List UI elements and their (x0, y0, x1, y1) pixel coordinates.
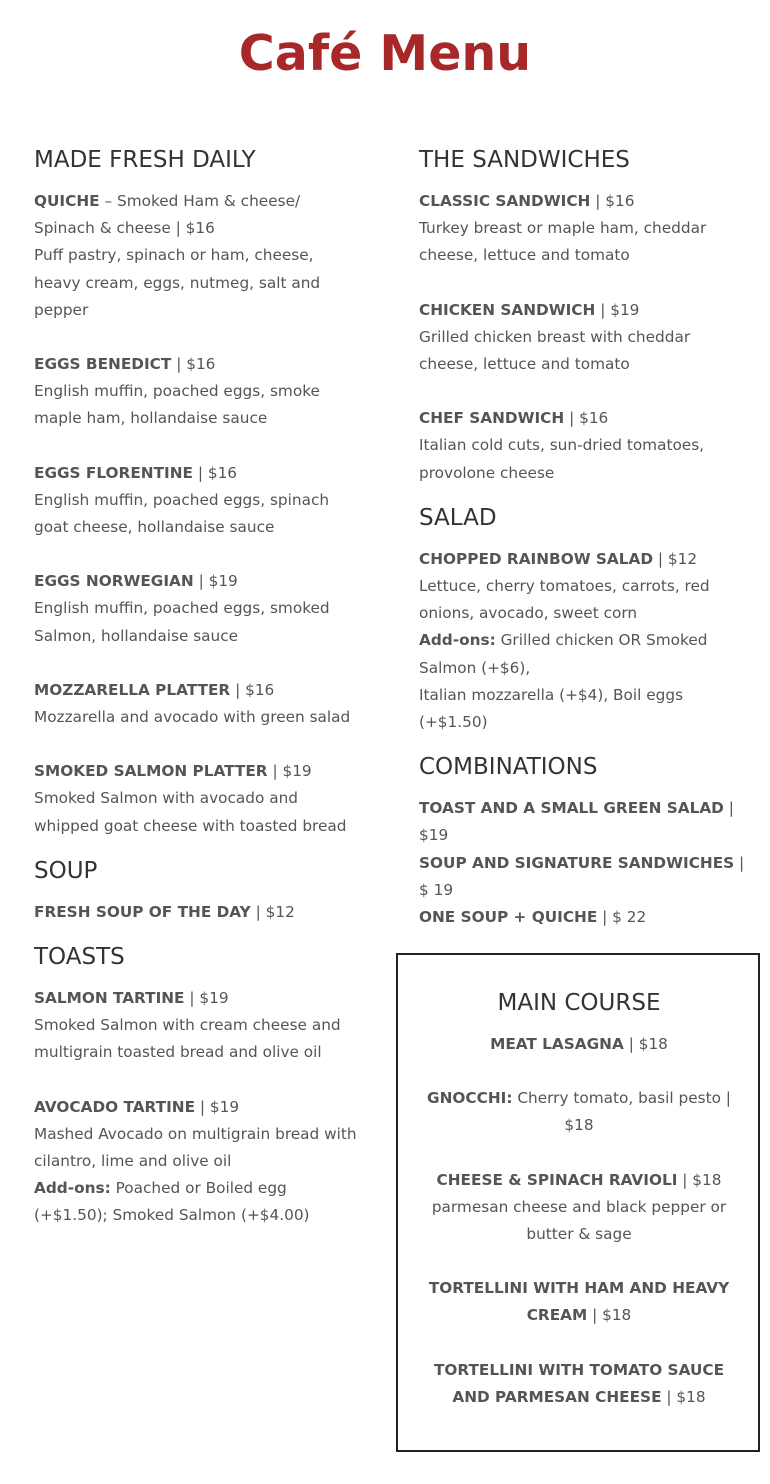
section-made-fresh-daily (34, 142, 364, 840)
section-heading: THE SANDWICHES (419, 147, 630, 173)
item-price: | $ 19 (419, 853, 745, 899)
section-heading: SALAD (419, 504, 497, 531)
right-column (419, 142, 749, 944)
section-heading: MADE FRESH DAILY (34, 147, 256, 173)
addons-label: Add-ons: (34, 1179, 111, 1198)
item-name: CHEF SANDWICH (419, 409, 565, 428)
menu-item-chicken-sandwich (419, 297, 749, 379)
menu-item-eggs-benedict (34, 351, 364, 433)
item-description: Smoked Salmon with avocado and whipped goat cheese with toasted bread (34, 789, 347, 835)
item-description: English muffin, poached eggs, smoke maple ham, hollandaise sauce (34, 382, 320, 428)
item-price: | $19 (419, 799, 734, 845)
menu-item-smoked-salmon-platter (34, 758, 364, 840)
item-price: | $12 (250, 902, 295, 921)
item-price: | $18 (623, 1035, 668, 1053)
item-price: | $16 (192, 463, 238, 482)
item-description: Puff pastry, spinach or ham, cheese, heavy cream, eggs, nutmeg, salt and pepper (34, 246, 321, 319)
section-toasts (34, 939, 364, 1230)
menu-title: Café Menu (238, 25, 532, 82)
menu-item-toast-green-salad (419, 795, 749, 849)
item-description: Lettuce, cherry tomatoes, carrots, red onions, avocado, sweet corn (419, 577, 710, 623)
addons-text: Poached or Boiled egg (+$1.50); Smoked Salmon (+$4.00) (34, 1179, 310, 1225)
item-name: AVOCADO TARTINE (34, 1097, 196, 1116)
item-name: GNOCCHI: (427, 1089, 513, 1108)
item-name: MEAT LASAGNA (490, 1035, 624, 1053)
section-heading: COMBINATIONS (419, 754, 598, 781)
menu-item-meat-lasagna (420, 1031, 738, 1058)
section-soup (34, 853, 364, 926)
menu-item-fresh-soup (34, 899, 364, 926)
item-price: – Smoked Ham & cheese/ Spinach & cheese | $16 (34, 192, 301, 238)
item-description: Mozzarella and avocado with green salad (34, 708, 351, 727)
menu-item-tortellini-ham-cream (420, 1275, 738, 1329)
main-course-box (396, 953, 760, 1452)
item-price: | $19 (267, 762, 312, 781)
menu-item-cheese-spinach-ravioli (420, 1167, 738, 1249)
item-name: CHEESE & SPINACH RAVIOLI (436, 1170, 678, 1189)
item-name: SALMON TARTINE (34, 989, 185, 1008)
menu-item-salmon-tartine (34, 985, 364, 1067)
item-description: Turkey breast or maple ham, cheddar cheese, lettuce and tomato (419, 219, 707, 265)
section-combinations (419, 749, 749, 931)
menu-item-eggs-norwegian (34, 568, 364, 650)
item-name: TOAST AND A SMALL GREEN SALAD (419, 799, 724, 818)
item-price: | $19 (184, 989, 229, 1008)
item-name: EGGS NORWEGIAN (34, 572, 194, 591)
item-description: Italian cold cuts, sun-dried tomatoes, provolone cheese (419, 436, 705, 482)
main-course-section (420, 985, 738, 1411)
item-price: | $18 (661, 1387, 706, 1406)
item-name: SOUP AND SIGNATURE SANDWICHES (419, 853, 735, 872)
menu-item-quiche (34, 188, 364, 324)
item-description: English muffin, poached eggs, smoked Salmon, hollandaise sauce (34, 599, 330, 645)
item-price: | $19 (195, 1097, 240, 1116)
item-name: EGGS BENEDICT (34, 355, 172, 374)
item-description: Mashed Avocado on multigrain bread with cilantro, lime and olive oil (34, 1124, 357, 1171)
item-price: | $ 22 (597, 908, 647, 927)
item-price: | $19 (193, 572, 238, 591)
section-sandwiches (419, 142, 749, 487)
addons-label: Add-ons: (419, 631, 496, 650)
item-name: TORTELLINI WITH HAM AND HEAVY CREAM (428, 1279, 730, 1325)
menu-item-soup-signature-sandwiches (419, 850, 749, 904)
item-description: parmesan cheese and black pepper or butter & sage (431, 1197, 727, 1244)
menu-item-classic-sandwich (419, 188, 749, 270)
item-price: | $16 (564, 409, 609, 428)
item-price: | $16 (230, 680, 275, 699)
item-price: | $12 (653, 549, 698, 568)
item-addons (34, 1175, 364, 1229)
item-price: Cherry tomato, basil pesto | $18 (512, 1089, 731, 1135)
menu-item-chef-sandwich (419, 405, 749, 487)
item-name: CHOPPED RAINBOW SALAD (419, 549, 654, 568)
section-heading: TOASTS (34, 944, 125, 971)
item-name: TORTELLINI WITH TOMATO SAUCE AND PARMESAN CHEESE (433, 1360, 725, 1406)
menu-item-eggs-florentine (34, 460, 364, 542)
section-heading: SOUP (34, 857, 98, 884)
menu-item-chopped-rainbow-salad (419, 546, 749, 736)
item-name: ONE SOUP + QUICHE (419, 908, 598, 927)
item-name: QUICHE (34, 192, 100, 210)
item-name: SMOKED SALMON PLATTER (34, 762, 268, 781)
item-price: | $19 (595, 300, 640, 319)
item-price: | $18 (587, 1306, 632, 1325)
section-salad (419, 500, 749, 736)
item-name: CHICKEN SANDWICH (419, 300, 596, 319)
menu-item-avocado-tartine (34, 1094, 364, 1230)
left-column (34, 142, 364, 1243)
item-name: FRESH SOUP OF THE DAY (34, 902, 251, 921)
item-name: MOZZARELLA PLATTER (34, 680, 231, 699)
menu-item-tortellini-tomato-parmesan (420, 1357, 738, 1411)
item-description: Smoked Salmon with cream cheese and multigrain toasted bread and olive oil (34, 1016, 341, 1062)
menu-item-soup-quiche (419, 904, 749, 931)
item-addons (419, 627, 749, 681)
item-description: English muffin, poached eggs, spinach goat cheese, hollandaise sauce (34, 490, 330, 537)
addons-extra: Italian mozzarella (+$4), Boil eggs (+$1.50) (419, 685, 684, 732)
menu-item-gnocchi (420, 1085, 738, 1139)
item-price: | $16 (171, 355, 216, 374)
section-heading: MAIN COURSE (497, 990, 661, 1016)
item-price: | $18 (677, 1170, 722, 1189)
item-description: Grilled chicken breast with cheddar cheese, lettuce and tomato (419, 327, 691, 374)
item-name: CLASSIC SANDWICH (419, 192, 591, 210)
menu-item-mozzarella-platter (34, 677, 364, 731)
item-name: EGGS FLORENTINE (34, 463, 193, 482)
item-price: | $16 (590, 192, 635, 210)
addons-text: Grilled chicken OR Smoked Salmon (+$6), (419, 631, 708, 677)
